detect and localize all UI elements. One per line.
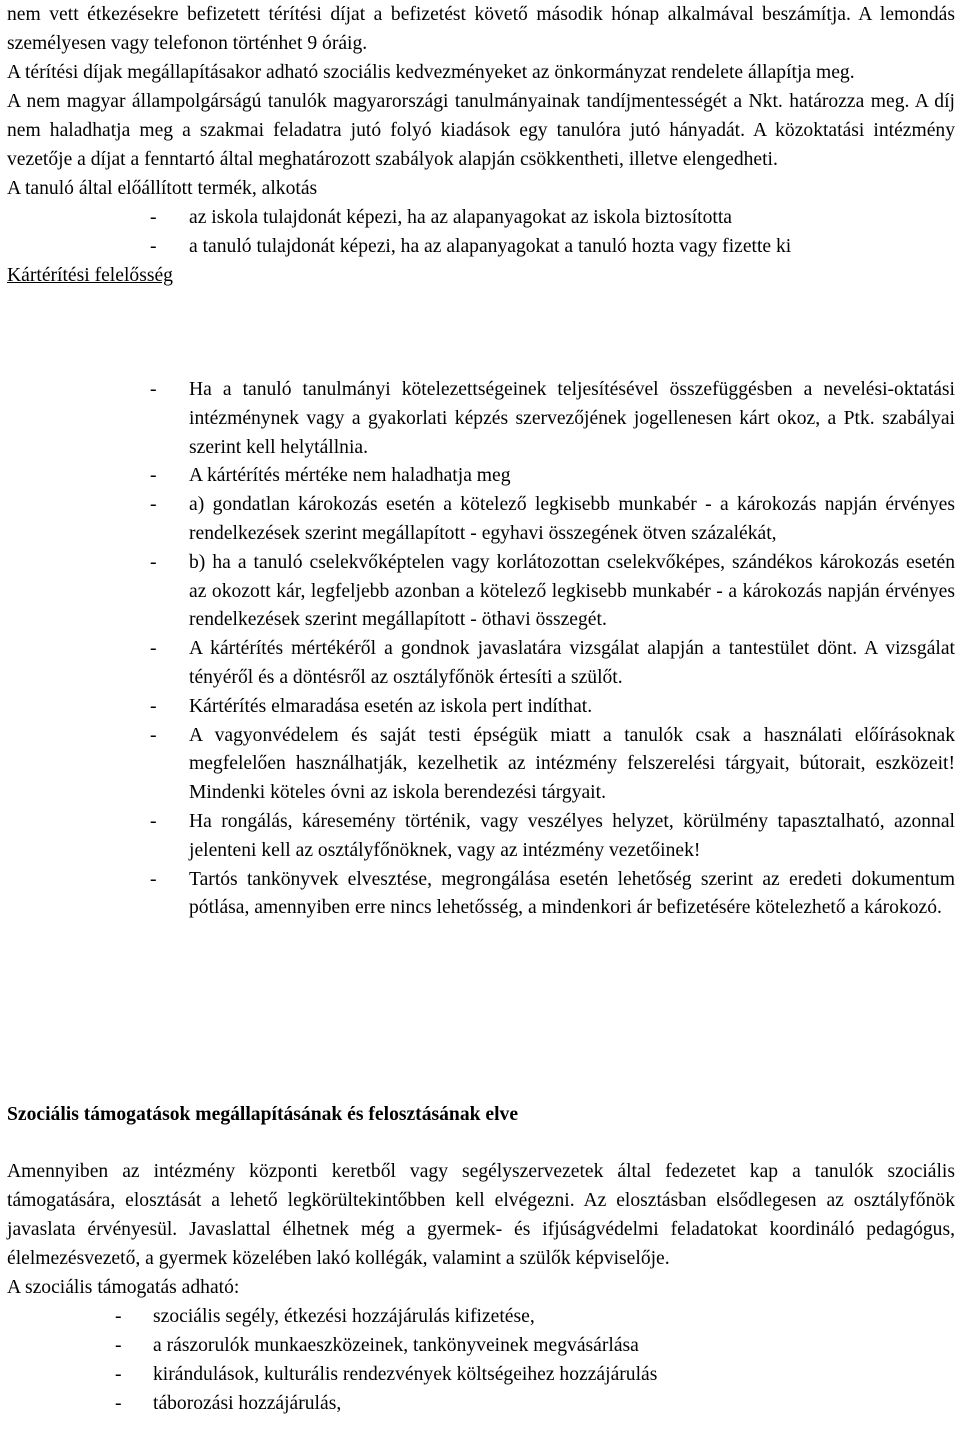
paragraph-social-discount: A térítési díjak megállapításakor adható szociális kedvezményeket az önkormányzat rendelete állapítja meg. bbox=[7, 62, 855, 83]
list-item: - Tartós tankönyvek elvesztése, megrongálása esetén lehetőség szerint az eredeti dokumentum pótlása, amennyiben erre nincs lehetősség, a mindenkori ár befizetésére kötelezhető a károkozó. bbox=[150, 868, 955, 919]
list-item: - szociális segély, étkezési hozzájárulás kifizetése, bbox=[115, 1306, 535, 1327]
list-item: - táborozási hozzájárulás, bbox=[115, 1393, 342, 1414]
product-ownership-list bbox=[7, 203, 955, 261]
list-item: - A kártérítés mértéke nem haladhatja meg bbox=[150, 465, 511, 487]
list-item: - A vagyonvédelem és saját testi épségük miatt a tanulók csak a használati előírásoknak megfelelően használhatják, kezelhetik az intézmény felszerelési tárgyait, bútorait, eszközeit! Mindenki köteles óvni az iskola berendezési tárgyait. bbox=[150, 724, 955, 804]
list-item: - a rászorulók munkaeszközeinek, tankönyveinek megvásárlása bbox=[115, 1335, 639, 1356]
list-item: - Ha a tanuló tanulmányi kötelezettségeinek teljesítésével összefüggésben a nevelési-oktatási intézménynek vagy a gyakorlati képzés szervezőjének jogellenesen kárt okoz, a Ptk. szabályai szerint kell helytállnia. bbox=[150, 379, 955, 458]
paragraph-student-product: A tanuló által előállított termék, alkotás bbox=[7, 178, 318, 199]
paragraph-foreign-students: A nem magyar állampolgárságú tanulók magyarországi tanulmányainak tandíjmentességét a Nkt. határozza meg. A díj nem haladhatja meg a szakmai feladatra jutó folyó kiadások egy tanulóra jutó hányadát. A közoktatási intézmény vezetője a díjat a fenntartó által meghatározott szabályok alapján csökkentheti, illetve elengedheti. bbox=[7, 91, 955, 170]
social-heading: Szociális támogatások megállapításának és felosztásának elve bbox=[7, 1104, 519, 1125]
list-item: - Kártérítés elmaradása esetén az iskola pert indíthat. bbox=[150, 695, 593, 717]
liability-heading: Kártérítési felelősség bbox=[7, 265, 173, 286]
list-item: - a) gondatlan károkozás esetén a kötelező legkisebb munkabér - a károkozás napján érvényes rendelkezések szerint megállapított - egyhavi összegének ötven százalékát, bbox=[150, 494, 955, 544]
intro-section bbox=[7, 0, 955, 290]
social-support-list bbox=[7, 1302, 955, 1418]
list-item: - b) ha a tanuló cselekvőképtelen vagy korlátozottan cselekvőképes, szándékos károkozás esetén az okozott kár, legfeljebb azonban a kötelező legkisebb munkabér - a károkozás napján érvényes rendelkezések szerint megállapított - öthavi összegét. bbox=[150, 551, 955, 631]
list-item: - az iskola tulajdonát képezi, ha az alapanyagokat az iskola biztosította bbox=[150, 207, 732, 228]
social-intro: A szociális támogatás adható: bbox=[7, 1277, 240, 1298]
liability-list bbox=[7, 376, 955, 923]
list-item: - A kártérítés mértékéről a gondnok javaslatára vizsgálat alapján a tantestület dönt. A vizsgálat tényéről és a döntésről az osztályfőnök értesíti a szülőt. bbox=[150, 638, 955, 688]
paragraph-meal-fee: nem vett étkezésekre befizetett térítési díjat a befizetést követő második hónap alkalmával beszámítja. A lemondás személyesen vagy telefonon történhet 9 óráig. bbox=[7, 4, 955, 54]
list-item: - Ha rongálás, káresemény történik, vagy veszélyes helyzet, körülmény tapasztalható, azonnal jelenteni kell az osztályfőnöknek, vagy az intézmény vezetőinek! bbox=[150, 810, 955, 861]
list-item: - a tanuló tulajdonát képezi, ha az alapanyagokat a tanuló hozta vagy fizette ki bbox=[150, 236, 792, 257]
list-item: - kirándulások, kulturális rendezvények költségeihez hozzájárulás bbox=[115, 1364, 658, 1385]
social-section bbox=[7, 1157, 955, 1418]
social-paragraph: Amennyiben az intézmény központi keretből vagy segélyszervezetek által fedezetet kap a tanulók szociális támogatására, elosztását a lehető legkörültekintőbben kell elvégezni. Az elosztásban elsődlegesen az osztályfőnök javaslata érvényesül. Javaslattal élhetnek még a gyermek- és ifjúságvédelmi feladatokat koordináló pedagógus, élelmezésvezető, a gyermek közelében lakó kollégák, valamint a szülők képviselője. bbox=[7, 1161, 955, 1269]
